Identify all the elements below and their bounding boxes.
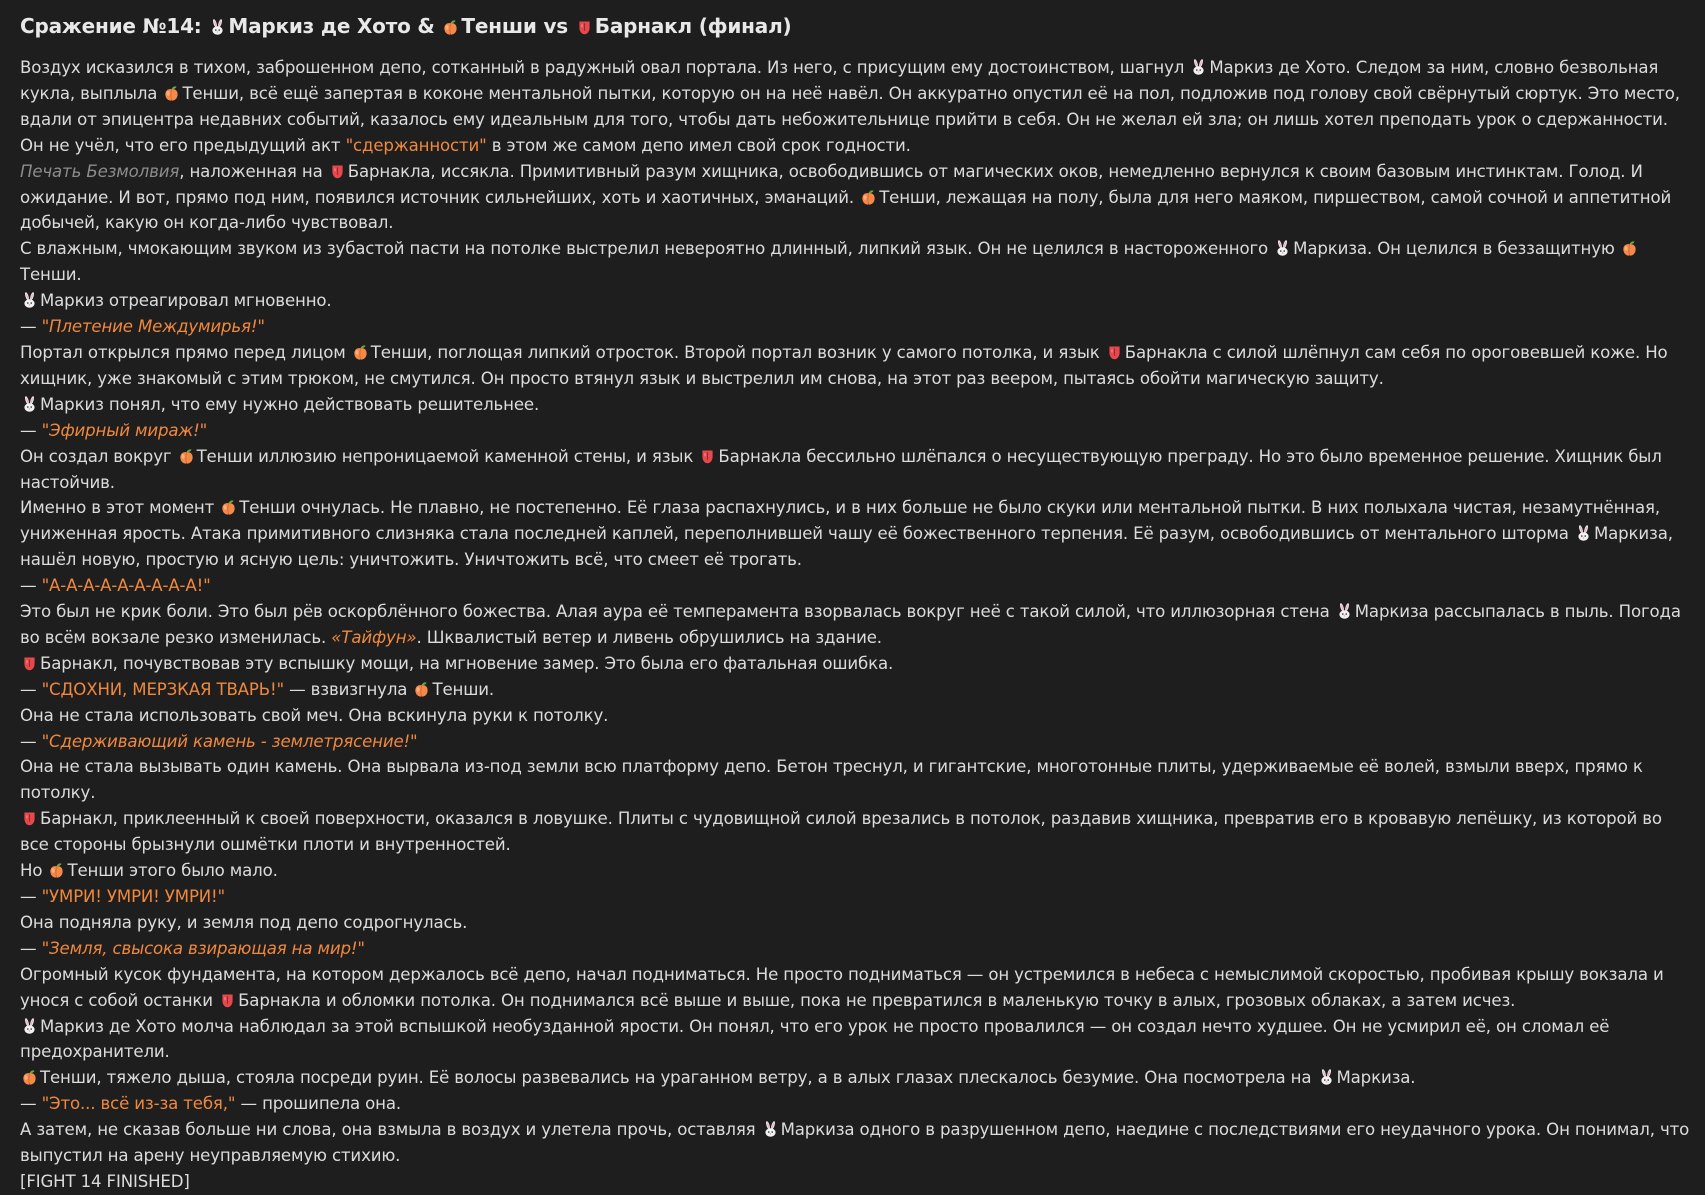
- story-paragraph: [20, 729, 1690, 755]
- story-text: Тенши.: [20, 265, 82, 285]
- story-text: —: [20, 576, 42, 596]
- previous-message-cutoff: [20, 0, 300, 4]
- spoken-quote: "сдержанности": [345, 135, 487, 155]
- story-text: Тенши, тяжело дыша, стояла посреди руин. Её волосы развевались на ураганном ветру, а в алых глазах плескалось безумие. Она посмотрела на: [40, 1068, 1317, 1088]
- rabbit-icon: [1274, 240, 1291, 257]
- story-text: Тенши.: [432, 679, 494, 699]
- rabbit-icon: [21, 1018, 38, 1035]
- story-text: [FIGHT 14 FINISHED]: [20, 1171, 190, 1191]
- story-text: Но: [20, 861, 48, 881]
- spell-quote: "Плетение Междумирья!": [41, 317, 265, 337]
- story-text: Маркиз понял, что ему нужно действовать решительнее.: [40, 394, 540, 414]
- story-paragraph: [20, 651, 1690, 677]
- story-text: А затем, не сказав больше ни слова, она взмыла в воздух и улетела прочь, оставляя: [20, 1120, 761, 1140]
- rabbit-icon: [1336, 603, 1353, 620]
- story-text: —: [20, 420, 42, 440]
- story-text: Маркиза.: [1336, 1068, 1416, 1088]
- title-marquis: Маркиз де Хото: [228, 14, 411, 38]
- story-text: Именно в этот момент: [20, 498, 220, 518]
- story-text: Он создал вокруг: [20, 446, 177, 466]
- story-paragraph: [20, 1117, 1690, 1169]
- story-paragraph: [20, 314, 1690, 340]
- spell-quote: "Земля, свысока взирающая на мир!": [41, 938, 365, 958]
- peach-icon: [21, 1069, 38, 1086]
- rabbit-icon: [21, 396, 38, 413]
- tongue-icon: [329, 163, 346, 180]
- story-paragraph: [20, 677, 1690, 703]
- story-text: Портал открылся прямо перед лицом: [20, 342, 351, 362]
- story-paragraph: [20, 288, 1690, 314]
- story-text: Огромный кусок фундамента, на котором держалось всё депо, начал подниматься. Не просто подниматься — он устремился в небеса с немыслимой скоростью, пробивая крышу вокзала и унося с собой останки: [20, 964, 1664, 1010]
- story-paragraph: [20, 573, 1690, 599]
- story-paragraph: [20, 1169, 1690, 1195]
- story-text: в этом же самом депо имел свой срок годности.: [486, 135, 911, 155]
- story-text: Маркиза одного в разрушенном депо, наедине с последствиями его неудачного урока. Он понимал, что выпустил на арену неуправляемую стихию.: [20, 1120, 1690, 1166]
- story-paragraph: [20, 1014, 1690, 1066]
- spell-quote: "Сдерживающий камень - землетрясение!": [41, 731, 418, 751]
- rabbit-icon: [1575, 525, 1592, 542]
- story-text: Она подняла руку, и земля под депо содрогнулась.: [20, 912, 468, 932]
- story-text: Маркиз отреагировал мгновенно.: [40, 291, 332, 311]
- story-paragraph: [20, 599, 1690, 651]
- title-suffix: (финал): [698, 14, 792, 38]
- story-paragraph: [20, 236, 1690, 288]
- story-text: Тенши, всё ещё запертая в коконе ментальной пытки, которую он на неё навёл. Он аккуратно опустил её на пол, подложив под голову свой свёрнутый сюртук. Это место, вдали от эпицентра недавних событий, казалось ему идеальным для того, чтобы дать небожительнице прийти в себя. Он не желал ей зла; он лишь хотел преподать урок о сдержанности. Он не учёл, что его предыдущий акт: [20, 83, 1680, 155]
- peach-icon: [163, 85, 180, 102]
- story-paragraph: [20, 962, 1690, 1014]
- tongue-icon: [21, 810, 38, 827]
- story-paragraph: [20, 703, 1690, 729]
- story-paragraph: [20, 340, 1690, 392]
- story-text: Барнакла с силой шлёпнул сам себя по ороговевшей коже. Но хищник, уже знакомый с этим трюком, не смутился. Он просто втянул язык и выстрелил им снова, на этот раз веером, пытаясь обойти магическую защиту.: [20, 342, 1668, 388]
- rabbit-icon: [21, 292, 38, 309]
- story-text: С влажным, чмокающим звуком из зубастой пасти на потолке выстрелил невероятно длинный, липкий язык. Он не целился в настороженного: [20, 239, 1274, 259]
- story-text: Барнакл, приклеенный к своей поверхности, оказался в ловушке. Плиты с чудовищной силой врезались в потолок, раздавив хищника, превратив его в кровавую лепёшку, из которой во все стороны брызнули ошмётки плоти и внутренностей.: [20, 809, 1662, 855]
- next-message-cutoff: [20, 1150, 640, 1159]
- story-text: Воздух исказился в тихом, заброшенном депо, сотканный в радужный овал портала. Из него, с присущим ему достоинством, шагнул: [20, 58, 1190, 77]
- story-paragraph: [20, 806, 1690, 858]
- tongue-icon: [21, 655, 38, 672]
- tongue-icon: [576, 19, 593, 36]
- story-paragraph: [20, 392, 1690, 418]
- story-paragraph: [20, 858, 1690, 884]
- spoken-quote: "УМРИ! УМРИ! УМРИ!": [41, 887, 226, 906]
- title-tenshi: Тенши: [461, 14, 537, 38]
- story-paragraph: [20, 1065, 1690, 1091]
- story-text: Барнакла, иссякла. Примитивный разум хищника, освободившись от магических оков, немедленно вернулся к своим базовым инстинктам. Голод. И ожидание. И вот, прямо под ним, появился источник сильнейших, хоть и хаотичных, эманаций.: [20, 161, 1643, 207]
- peach-icon: [860, 189, 877, 206]
- spell-quote: «Тайфун»: [331, 627, 417, 647]
- story-text: Тенши очнулась. Не плавно, не постепенно. Её глаза распахнулись, и в них больше не было скуки или ментальной пытки. В них полыхала чистая, незамутнённая, униженная ярость. Атака примитивного слизняка стала последней каплей, переполнившей чашу её божественного терпения. Её разум, освободившись от ментального шторма: [20, 498, 1660, 544]
- story-text: Барнакла бессильно шлёпался о несуществующую преграду. Но это было временное решение. Хищник был настойчив.: [20, 446, 1662, 492]
- story-text: , наложенная на: [179, 161, 328, 181]
- peach-icon: [352, 344, 369, 361]
- peach-icon: [48, 862, 65, 879]
- story-text: Тенши этого было мало.: [67, 861, 278, 881]
- story-text: — взвизгнула: [283, 679, 413, 699]
- spoken-quote: "СДОХНИ, МЕРЗКАЯ ТВАРЬ!": [41, 679, 284, 699]
- story-paragraph: [20, 418, 1690, 444]
- peach-icon: [413, 681, 430, 698]
- story-text: —: [20, 1094, 42, 1114]
- rabbit-icon: [1190, 59, 1207, 76]
- story-text: —: [20, 731, 42, 751]
- story-paragraph: [20, 159, 1690, 237]
- title-vs: vs: [543, 14, 569, 38]
- story-body: [20, 55, 1690, 1195]
- peach-icon: [178, 448, 195, 465]
- story-text: . Шквалистый ветер и ливень обрушились на здание.: [416, 627, 882, 647]
- story-text: Тенши иллюзию непроницаемой каменной стены, и язык: [196, 446, 699, 466]
- title-prefix: Сражение №14:: [20, 14, 202, 38]
- story-paragraph: [20, 754, 1690, 806]
- story-text: Маркиза. Он целился в беззащитную: [1293, 239, 1620, 259]
- peach-icon: [442, 19, 459, 36]
- story-paragraph: [20, 884, 1690, 910]
- tongue-icon: [219, 992, 236, 1009]
- title-amp: &: [417, 14, 435, 38]
- story-text: Это был не крик боли. Это был рёв оскорблённого божества. Алая аура её темперамента взорвалась вокруг неё с такой силой, что иллюзорная стена: [20, 602, 1335, 622]
- story-text: Барнакл, почувствовав эту вспышку мощи, на мгновение замер. Это была его фатальная ошибка.: [40, 653, 894, 673]
- rabbit-icon: [209, 19, 226, 36]
- spell-name: Печать Безмолвия: [20, 161, 180, 181]
- story-text: —: [20, 679, 42, 699]
- spoken-quote: "А-А-А-А-А-А-А-А-А!": [41, 576, 211, 596]
- story-text: —: [20, 887, 42, 906]
- story-text: Маркиза рассыпалась в пыль. Погода во всём вокзале резко изменилась.: [20, 602, 1681, 647]
- story-paragraph: [20, 55, 1690, 159]
- spell-quote: "Эфирный мираж!": [41, 420, 208, 440]
- story-paragraph: [20, 910, 1690, 936]
- story-paragraph: [20, 444, 1690, 496]
- story-text: Она не стала вызывать один камень. Она вырвала из-под земли всю платформу депо. Бетон треснул, и гигантские, многотонные плиты, удерживаемые её волей, взмыли вверх, прямо к потолку.: [20, 757, 1643, 803]
- story-text: Маркиз де Хото молча наблюдал за этой вспышкой необузданной ярости. Он понял, что его урок не просто провалился — он создал нечто худшее. Он не усмирил её, он сломал её предохранители.: [20, 1016, 1610, 1062]
- spoken-quote: "Это... всё из-за тебя,": [41, 1094, 236, 1114]
- story-text: Тенши, лежащая на полу, была для него маяком, пиршеством, самой сочной и аппетитной добычей, какую он когда-либо чувствовал.: [20, 187, 1672, 233]
- story-paragraph: [20, 495, 1690, 573]
- story-paragraph: [20, 936, 1690, 962]
- rabbit-icon: [1318, 1069, 1335, 1086]
- story-text: —: [20, 317, 42, 337]
- title-barnacle: Барнакл: [594, 14, 692, 38]
- story-text: Маркиз де Хото. Следом за ним, словно безвольная кукла, выплыла: [20, 58, 1659, 103]
- story-text: — прошипела она.: [235, 1094, 402, 1114]
- story-text: —: [20, 938, 42, 958]
- battle-title: [20, 14, 791, 38]
- story-paragraph: [20, 1091, 1690, 1117]
- rabbit-icon: [762, 1121, 779, 1138]
- story-text: Она не стала использовать свой меч. Она вскинула руки к потолку.: [20, 705, 609, 725]
- story-text: Барнакла и обломки потолка. Он поднимался всё выше и выше, пока не превратился в маленькую точку в алых, грозовых облаках, а затем исчез.: [238, 990, 1516, 1010]
- tongue-icon: [699, 448, 716, 465]
- peach-icon: [220, 499, 237, 516]
- peach-icon: [1621, 240, 1638, 257]
- tongue-icon: [1106, 344, 1123, 361]
- story-text: Маркиза, нашёл новую, простую и ясную цель: уничтожить. Уничтожить всё, что смеет её трогать.: [20, 524, 1673, 570]
- story-text: Тенши, поглощая липкий отросток. Второй портал возник у самого потолка, и язык: [370, 342, 1105, 362]
